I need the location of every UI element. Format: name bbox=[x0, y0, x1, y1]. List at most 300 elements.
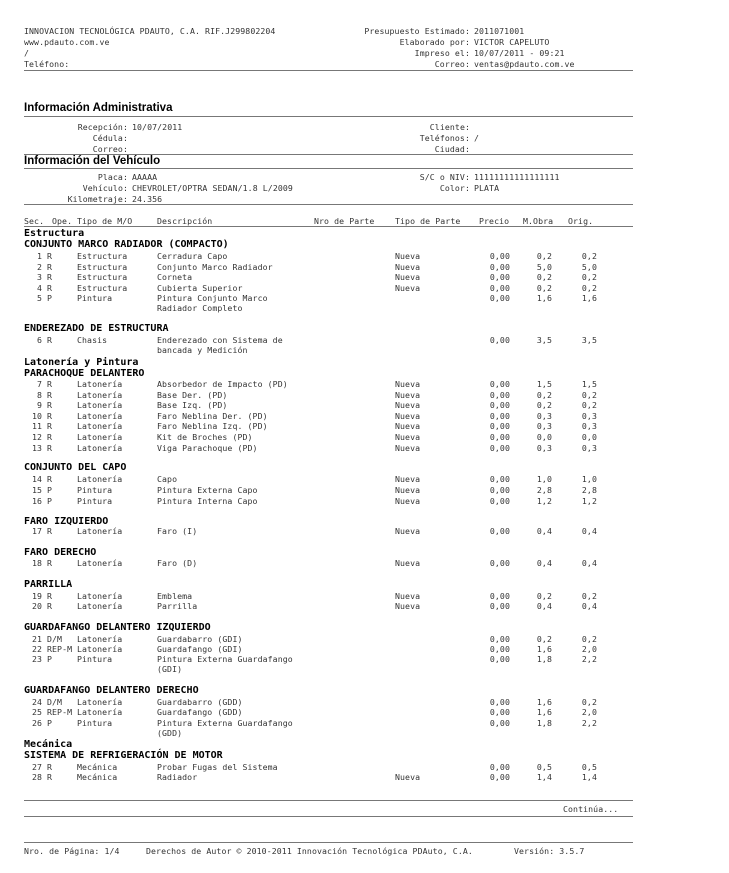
row-tipo-parte: Nueva bbox=[395, 400, 421, 410]
row-ope: R bbox=[47, 526, 53, 536]
heading-parrilla: PARRILLA bbox=[24, 579, 73, 590]
heading-conjunto-capo: CONJUNTO DEL CAPO bbox=[24, 462, 127, 473]
author-value: VICTOR CAPELUTO bbox=[474, 37, 550, 47]
row-description: Pintura Interna Capo bbox=[157, 496, 258, 506]
row-sec: 2 bbox=[36, 262, 42, 272]
row-sec: 24 bbox=[31, 697, 42, 707]
heading-faro-der: FARO DERECHO bbox=[24, 547, 97, 558]
row-tipo-parte: Nueva bbox=[395, 591, 421, 601]
row-mobra: 0,3 bbox=[536, 421, 552, 431]
footer-divider bbox=[24, 800, 633, 801]
row-precio: 0,00 bbox=[489, 591, 510, 601]
row-precio: 0,00 bbox=[489, 654, 510, 664]
row-orig: 1,5 bbox=[581, 379, 597, 389]
row-tipo-mo: Chasis bbox=[77, 335, 108, 345]
row-sec: 11 bbox=[31, 421, 42, 431]
city-label: Ciudad: bbox=[434, 144, 470, 154]
row-tipo-mo: Latonería bbox=[77, 558, 123, 568]
vehicle-bottom-divider bbox=[24, 204, 633, 205]
row-tipo-mo: Estructura bbox=[77, 272, 128, 282]
row-ope: R bbox=[47, 390, 53, 400]
row-description: Cerradura Capo bbox=[157, 251, 228, 261]
row-orig: 0,4 bbox=[581, 601, 597, 611]
row-precio: 0,00 bbox=[489, 644, 510, 654]
row-tipo-mo: Pintura bbox=[77, 718, 113, 728]
row-tipo-parte: Nueva bbox=[395, 390, 421, 400]
vehicle-divider bbox=[24, 168, 633, 169]
table-row bbox=[0, 654, 729, 674]
row-tipo-mo: Latonería bbox=[77, 526, 123, 536]
row-description: Kit de Broches (PD) bbox=[157, 432, 253, 442]
row-tipo-mo: Latonería bbox=[77, 443, 123, 453]
row-orig: 0,4 bbox=[581, 558, 597, 568]
heading-estructura: Estructura bbox=[24, 228, 85, 239]
company-name: INNOVACION TECNOLÓGICA PDAUTO, C.A. RIF.J299802204 bbox=[24, 26, 276, 36]
row-tipo-parte: Nueva bbox=[395, 526, 421, 536]
row-tipo-parte: Nueva bbox=[395, 496, 421, 506]
row-sec: 20 bbox=[31, 601, 42, 611]
row-ope: R bbox=[47, 379, 53, 389]
vehicle-label: Vehículo: bbox=[82, 183, 128, 193]
row-mobra: 0,2 bbox=[536, 283, 552, 293]
row-description: Guardabarro (GDI) bbox=[157, 634, 243, 644]
heading-refrigeracion: SISTEMA DE REFRIGERACIÓN DE MOTOR bbox=[24, 750, 223, 761]
row-ope: R bbox=[47, 443, 53, 453]
row-tipo-mo: Latonería bbox=[77, 707, 123, 717]
version: Versión: 3.5.7 bbox=[514, 846, 585, 856]
row-orig: 1,6 bbox=[581, 293, 597, 303]
row-mobra: 0,4 bbox=[536, 601, 552, 611]
row-precio: 0,00 bbox=[489, 474, 510, 484]
row-sec: 7 bbox=[36, 379, 42, 389]
row-mobra: 1,6 bbox=[536, 707, 552, 717]
row-description: Pintura Externa Guardafango bbox=[157, 654, 293, 664]
row-mobra: 0,0 bbox=[536, 432, 552, 442]
row-description: Conjunto Marco Radiador bbox=[157, 262, 273, 272]
admin-section-title: Información Administrativa bbox=[24, 102, 173, 114]
heading-faro-izq: FARO IZQUIERDO bbox=[24, 516, 109, 527]
row-tipo-mo: Latonería bbox=[77, 474, 123, 484]
row-sec: 22 bbox=[31, 644, 42, 654]
row-tipo-parte: Nueva bbox=[395, 432, 421, 442]
row-tipo-parte: Nueva bbox=[395, 272, 421, 282]
row-description: Capo bbox=[157, 474, 178, 484]
row-ope: R bbox=[47, 251, 53, 261]
row-description: Base Der. (PD) bbox=[157, 390, 228, 400]
row-description: Probar Fugas del Sistema bbox=[157, 762, 278, 772]
row-orig: 0,5 bbox=[581, 762, 597, 772]
plate-label: Placa: bbox=[97, 172, 128, 182]
row-ope: D/M bbox=[47, 634, 63, 644]
reception-value: 10/07/2011 bbox=[132, 122, 183, 132]
budget-label: Presupuesto Estimado: bbox=[364, 26, 470, 36]
row-description-continued: Radiador Completo bbox=[157, 303, 243, 313]
row-precio: 0,00 bbox=[489, 601, 510, 611]
row-description: Guardabarro (GDD) bbox=[157, 697, 243, 707]
row-tipo-parte: Nueva bbox=[395, 474, 421, 484]
row-sec: 6 bbox=[36, 335, 42, 345]
row-sec: 28 bbox=[31, 772, 42, 782]
row-ope: P bbox=[47, 496, 53, 506]
row-orig: 0,2 bbox=[581, 400, 597, 410]
row-tipo-mo: Mecánica bbox=[77, 772, 118, 782]
row-precio: 0,00 bbox=[489, 762, 510, 772]
row-ope: D/M bbox=[47, 697, 63, 707]
vin-label: S/C o NIV: bbox=[419, 172, 470, 182]
row-orig: 0,2 bbox=[581, 283, 597, 293]
table-row bbox=[0, 400, 729, 411]
row-orig: 1,0 bbox=[581, 474, 597, 484]
row-precio: 0,00 bbox=[489, 283, 510, 293]
row-orig: 2,0 bbox=[581, 644, 597, 654]
row-description: Pintura Conjunto Marco bbox=[157, 293, 268, 303]
row-sec: 16 bbox=[31, 496, 42, 506]
author-label: Elaborado por: bbox=[399, 37, 470, 47]
row-mobra: 3,5 bbox=[536, 335, 552, 345]
row-description: Pintura Externa Capo bbox=[157, 485, 258, 495]
row-precio: 0,00 bbox=[489, 443, 510, 453]
table-row bbox=[0, 432, 729, 443]
row-precio: 0,00 bbox=[489, 697, 510, 707]
row-mobra: 1,6 bbox=[536, 697, 552, 707]
table-row bbox=[0, 526, 729, 537]
row-tipo-mo: Latonería bbox=[77, 644, 123, 654]
row-mobra: 1,2 bbox=[536, 496, 552, 506]
row-tipo-parte: Nueva bbox=[395, 283, 421, 293]
row-ope: P bbox=[47, 485, 53, 495]
row-sec: 9 bbox=[36, 400, 42, 410]
row-description: Cubierta Superior bbox=[157, 283, 243, 293]
row-orig: 0,3 bbox=[581, 443, 597, 453]
row-ope: R bbox=[47, 283, 53, 293]
table-row bbox=[0, 707, 729, 718]
row-tipo-parte: Nueva bbox=[395, 262, 421, 272]
row-sec: 10 bbox=[31, 411, 42, 421]
email-value: ventas@pdauto.com.ve bbox=[474, 59, 575, 69]
col-orig: Orig. bbox=[568, 216, 594, 226]
row-ope: REP-M bbox=[47, 644, 73, 654]
row-tipo-parte: Nueva bbox=[395, 421, 421, 431]
row-tipo-mo: Pintura bbox=[77, 496, 113, 506]
row-sec: 26 bbox=[31, 718, 42, 728]
row-description: Faro (D) bbox=[157, 558, 198, 568]
row-orig: 2,2 bbox=[581, 718, 597, 728]
printed-value: 10/07/2011 - 09:21 bbox=[474, 48, 565, 58]
col-nro-parte: Nro de Parte bbox=[314, 216, 375, 226]
table-row bbox=[0, 379, 729, 390]
row-description: Absorbedor de Impacto (PD) bbox=[157, 379, 288, 389]
row-tipo-mo: Estructura bbox=[77, 283, 128, 293]
row-tipo-parte: Nueva bbox=[395, 443, 421, 453]
row-ope: P bbox=[47, 293, 53, 303]
row-precio: 0,00 bbox=[489, 379, 510, 389]
row-sec: 18 bbox=[31, 558, 42, 568]
phones-label: Teléfonos: bbox=[419, 133, 470, 143]
row-mobra: 1,6 bbox=[536, 293, 552, 303]
row-tipo-mo: Pintura bbox=[77, 293, 113, 303]
table-row bbox=[0, 272, 729, 283]
heading-mecanica: Mecánica bbox=[24, 739, 73, 750]
row-tipo-parte: Nueva bbox=[395, 558, 421, 568]
row-description-continued: (GDD) bbox=[157, 728, 183, 738]
row-precio: 0,00 bbox=[489, 262, 510, 272]
row-tipo-mo: Latonería bbox=[77, 432, 123, 442]
row-precio: 0,00 bbox=[489, 251, 510, 261]
row-ope: R bbox=[47, 601, 53, 611]
row-precio: 0,00 bbox=[489, 558, 510, 568]
row-orig: 2,2 bbox=[581, 654, 597, 664]
row-orig: 0,3 bbox=[581, 421, 597, 431]
table-row bbox=[0, 474, 729, 485]
row-description: Radiador bbox=[157, 772, 198, 782]
row-precio: 0,00 bbox=[489, 485, 510, 495]
row-tipo-parte: Nueva bbox=[395, 772, 421, 782]
row-orig: 1,4 bbox=[581, 772, 597, 782]
row-precio: 0,00 bbox=[489, 772, 510, 782]
row-sec: 14 bbox=[31, 474, 42, 484]
row-mobra: 2,8 bbox=[536, 485, 552, 495]
row-ope: REP-M bbox=[47, 707, 73, 717]
row-orig: 0,2 bbox=[581, 697, 597, 707]
row-mobra: 0,2 bbox=[536, 272, 552, 282]
row-precio: 0,00 bbox=[489, 272, 510, 282]
row-tipo-parte: Nueva bbox=[395, 379, 421, 389]
row-sec: 23 bbox=[31, 654, 42, 664]
row-mobra: 0,4 bbox=[536, 558, 552, 568]
row-precio: 0,00 bbox=[489, 496, 510, 506]
col-tipo-mo: Tipo de M/O bbox=[77, 216, 133, 226]
row-tipo-mo: Latonería bbox=[77, 379, 123, 389]
row-description-continued: bancada y Medición bbox=[157, 345, 248, 355]
col-descripcion: Descripción bbox=[157, 216, 213, 226]
company-slash: / bbox=[24, 48, 30, 58]
row-description: Guardafango (GDI) bbox=[157, 644, 243, 654]
row-tipo-mo: Estructura bbox=[77, 251, 128, 261]
row-mobra: 0,3 bbox=[536, 443, 552, 453]
row-tipo-mo: Latonería bbox=[77, 697, 123, 707]
mileage-label: Kilometraje: bbox=[67, 194, 128, 204]
row-description: Viga Parachoque (PD) bbox=[157, 443, 258, 453]
row-tipo-parte: Nueva bbox=[395, 251, 421, 261]
row-sec: 27 bbox=[31, 762, 42, 772]
table-row bbox=[0, 443, 729, 454]
row-mobra: 5,0 bbox=[536, 262, 552, 272]
reception-label: Recepción: bbox=[77, 122, 128, 132]
row-precio: 0,00 bbox=[489, 526, 510, 536]
row-sec: 17 bbox=[31, 526, 42, 536]
row-mobra: 0,5 bbox=[536, 762, 552, 772]
vehicle-value: CHEVROLET/OPTRA SEDAN/1.8 L/2009 bbox=[132, 183, 293, 193]
row-orig: 0,3 bbox=[581, 411, 597, 421]
row-precio: 0,00 bbox=[489, 390, 510, 400]
printed-label: Impreso el: bbox=[414, 48, 470, 58]
row-orig: 2,0 bbox=[581, 707, 597, 717]
page-number: Nro. de Página: 1/4 bbox=[24, 846, 120, 856]
row-sec: 19 bbox=[31, 591, 42, 601]
row-mobra: 0,3 bbox=[536, 411, 552, 421]
client-label: Cliente: bbox=[429, 122, 470, 132]
heading-enderezado: ENDEREZADO DE ESTRUCTURA bbox=[24, 323, 169, 334]
table-row bbox=[0, 496, 729, 507]
row-orig: 0,2 bbox=[581, 591, 597, 601]
row-sec: 5 bbox=[36, 293, 42, 303]
row-mobra: 0,4 bbox=[536, 526, 552, 536]
row-sec: 3 bbox=[36, 272, 42, 282]
row-precio: 0,00 bbox=[489, 718, 510, 728]
row-description: Parrilla bbox=[157, 601, 198, 611]
row-mobra: 1,8 bbox=[536, 718, 552, 728]
row-tipo-parte: Nueva bbox=[395, 601, 421, 611]
copyright: Derechos de Autor © 2010-2011 Innovación Tecnológica PDAuto, C.A. bbox=[146, 846, 473, 856]
row-precio: 0,00 bbox=[489, 432, 510, 442]
col-precio: Precio bbox=[479, 216, 510, 226]
row-mobra: 1,8 bbox=[536, 654, 552, 664]
row-sec: 15 bbox=[31, 485, 42, 495]
table-row bbox=[0, 335, 729, 355]
row-mobra: 0,2 bbox=[536, 591, 552, 601]
row-mobra: 0,2 bbox=[536, 251, 552, 261]
row-sec: 4 bbox=[36, 283, 42, 293]
row-tipo-parte: Nueva bbox=[395, 485, 421, 495]
row-mobra: 0,2 bbox=[536, 634, 552, 644]
row-mobra: 1,4 bbox=[536, 772, 552, 782]
row-ope: P bbox=[47, 654, 53, 664]
table-row bbox=[0, 772, 729, 783]
row-orig: 0,2 bbox=[581, 634, 597, 644]
row-mobra: 0,2 bbox=[536, 390, 552, 400]
row-orig: 5,0 bbox=[581, 262, 597, 272]
mileage-value: 24.356 bbox=[132, 194, 163, 204]
company-website: www.pdauto.com.ve bbox=[24, 37, 110, 47]
row-tipo-mo: Pintura bbox=[77, 654, 113, 664]
row-orig: 1,2 bbox=[581, 496, 597, 506]
row-orig: 0,2 bbox=[581, 390, 597, 400]
row-tipo-mo: Pintura bbox=[77, 485, 113, 495]
row-ope: R bbox=[47, 432, 53, 442]
row-mobra: 1,6 bbox=[536, 644, 552, 654]
col-sec: Sec. bbox=[24, 216, 45, 226]
row-tipo-mo: Latonería bbox=[77, 411, 123, 421]
row-ope: R bbox=[47, 591, 53, 601]
admin-email-label: Correo: bbox=[92, 144, 128, 154]
table-row bbox=[0, 718, 729, 738]
row-ope: R bbox=[47, 762, 53, 772]
row-tipo-mo: Latonería bbox=[77, 634, 123, 644]
row-tipo-mo: Latonería bbox=[77, 601, 123, 611]
table-header-divider bbox=[24, 226, 633, 227]
bottom-divider bbox=[24, 842, 633, 843]
row-precio: 0,00 bbox=[489, 707, 510, 717]
row-sec: 8 bbox=[36, 390, 42, 400]
row-orig: 3,5 bbox=[581, 335, 597, 345]
row-mobra: 0,2 bbox=[536, 400, 552, 410]
admin-divider bbox=[24, 116, 633, 117]
row-mobra: 1,0 bbox=[536, 474, 552, 484]
row-ope: R bbox=[47, 262, 53, 272]
table-row bbox=[0, 293, 729, 313]
row-description-continued: (GDI) bbox=[157, 664, 183, 674]
col-tipo-parte: Tipo de Parte bbox=[395, 216, 461, 226]
row-orig: 2,8 bbox=[581, 485, 597, 495]
row-tipo-parte: Nueva bbox=[395, 411, 421, 421]
row-description: Faro Neblina Der. (PD) bbox=[157, 411, 268, 421]
row-description: Enderezado con Sistema de bbox=[157, 335, 283, 345]
table-row bbox=[0, 251, 729, 262]
row-ope: R bbox=[47, 772, 53, 782]
row-ope: R bbox=[47, 421, 53, 431]
row-sec: 21 bbox=[31, 634, 42, 644]
table-row bbox=[0, 558, 729, 569]
budget-value: 2011071001 bbox=[474, 26, 525, 36]
col-mobra: M.Obra bbox=[523, 216, 554, 226]
color-label: Color: bbox=[439, 183, 470, 193]
row-description: Faro (I) bbox=[157, 526, 198, 536]
heading-parachoque: PARACHOQUE DELANTERO bbox=[24, 368, 145, 379]
header-divider bbox=[24, 70, 633, 71]
row-sec: 25 bbox=[31, 707, 42, 717]
row-tipo-mo: Latonería bbox=[77, 591, 123, 601]
row-ope: R bbox=[47, 558, 53, 568]
row-description: Emblema bbox=[157, 591, 193, 601]
row-tipo-mo: Latonería bbox=[77, 421, 123, 431]
row-precio: 0,00 bbox=[489, 293, 510, 303]
continue-divider bbox=[24, 816, 633, 817]
row-description: Corneta bbox=[157, 272, 193, 282]
row-orig: 0,2 bbox=[581, 251, 597, 261]
row-precio: 0,00 bbox=[489, 400, 510, 410]
row-description: Guardafango (GDD) bbox=[157, 707, 243, 717]
continue-note: Continúa... bbox=[563, 804, 619, 814]
row-ope: R bbox=[47, 400, 53, 410]
row-orig: 0,0 bbox=[581, 432, 597, 442]
table-row bbox=[0, 421, 729, 432]
row-tipo-mo: Latonería bbox=[77, 390, 123, 400]
row-ope: R bbox=[47, 411, 53, 421]
phones-value: / bbox=[474, 133, 480, 143]
row-precio: 0,00 bbox=[489, 411, 510, 421]
company-phone-label: Teléfono: bbox=[24, 59, 70, 69]
row-tipo-mo: Mecánica bbox=[77, 762, 118, 772]
row-description: Faro Neblina Izq. (PD) bbox=[157, 421, 268, 431]
row-ope: R bbox=[47, 272, 53, 282]
row-ope: P bbox=[47, 718, 53, 728]
heading-conjunto-marco: CONJUNTO MARCO RADIADOR (COMPACTO) bbox=[24, 239, 229, 250]
row-ope: R bbox=[47, 335, 53, 345]
row-description: Pintura Externa Guardafango bbox=[157, 718, 293, 728]
cedula-label: Cédula: bbox=[92, 133, 128, 143]
col-ope: Ope. bbox=[52, 216, 73, 226]
plate-value: AAAAA bbox=[132, 172, 158, 182]
row-sec: 13 bbox=[31, 443, 42, 453]
row-precio: 0,00 bbox=[489, 634, 510, 644]
vehicle-section-title: Información del Vehículo bbox=[24, 155, 161, 167]
vin-value: 11111111111111111 bbox=[474, 172, 560, 182]
row-tipo-mo: Latonería bbox=[77, 400, 123, 410]
heading-gdd: GUARDAFANGO DELANTERO DERECHO bbox=[24, 685, 199, 696]
row-orig: 0,4 bbox=[581, 526, 597, 536]
row-description: Base Izq. (PD) bbox=[157, 400, 228, 410]
heading-latoneria: Latonería y Pintura bbox=[24, 357, 139, 368]
row-sec: 12 bbox=[31, 432, 42, 442]
heading-gdi: GUARDAFANGO DELANTERO IZQUIERDO bbox=[24, 622, 211, 633]
email-label: Correo: bbox=[434, 59, 470, 69]
table-row bbox=[0, 485, 729, 496]
row-tipo-mo: Estructura bbox=[77, 262, 128, 272]
row-precio: 0,00 bbox=[489, 335, 510, 345]
row-orig: 0,2 bbox=[581, 272, 597, 282]
row-precio: 0,00 bbox=[489, 421, 510, 431]
row-sec: 1 bbox=[36, 251, 42, 261]
